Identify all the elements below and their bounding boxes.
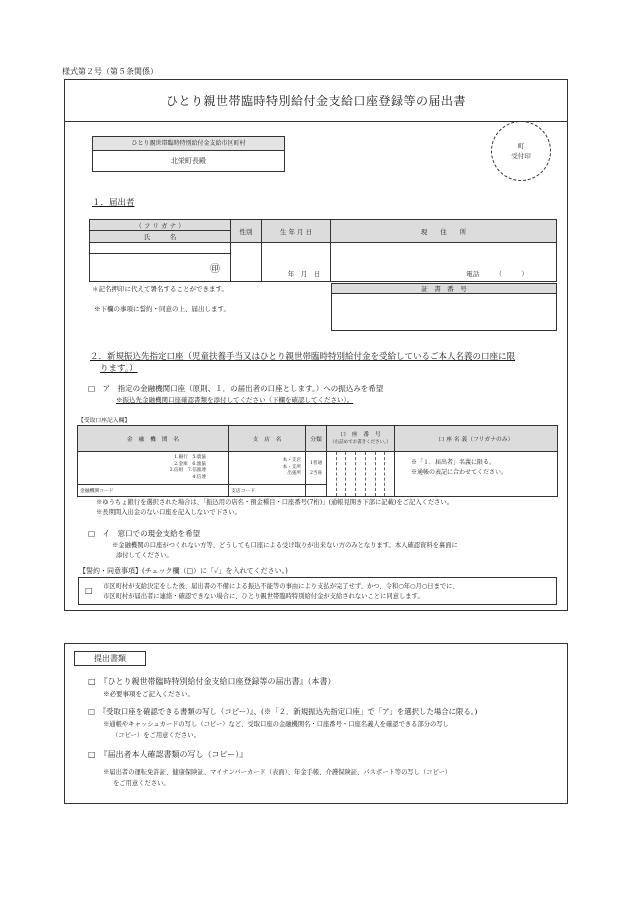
yucho-note: ※ゆうちょ銀行を選択された場合は、「振込用の店名・預金種目・口座番号(7桁)」(通帳見開き下部に記載)をご記入ください。 [96, 499, 454, 506]
id-number-field[interactable] [331, 294, 557, 331]
municipality-box [92, 136, 285, 172]
reception-stamp [491, 121, 551, 181]
applicant-table [89, 219, 557, 282]
account-number-sublabel: （右詰めでお書きください。） [330, 439, 391, 445]
municipality-header: ひとり親世帯臨時特別給付金支給市区町村 [93, 137, 284, 151]
birth-label: 生 年 月 日 [262, 220, 331, 243]
doc-item-account-note2: （コピー）をご用意ください。 [112, 732, 200, 739]
name-field[interactable] [90, 254, 231, 282]
doc-item-form[interactable]: □ 『ひとり親世帯臨時特別給付金支給口座登録等の届出書』（本書） [88, 677, 336, 686]
stamp-line1: 町 [517, 142, 525, 150]
bank-code-label: 金融機関コード [80, 489, 114, 495]
oath-line2: 市区町村が届出者に連絡・確認できない場合に、ひとり親世帯臨時特別給付金が支給されないことに同意します。 [103, 593, 424, 600]
section1-heading: １．届出者 [92, 198, 135, 208]
bank-name-header: 金 融 機 関 名 [78, 426, 229, 452]
form-title: ひとり親世帯臨時特別給付金支給口座登録等の届出書 [64, 79, 568, 122]
account-number-label: 口 座 番 号 [340, 431, 381, 438]
account-number-header [327, 426, 395, 452]
oath-note: ※下欄の事項に誓約・同意の上、届出します。 [94, 305, 230, 313]
municipality-value: 北栄町長殿 [171, 157, 206, 165]
oath-line1: 市区町村が支給決定をした後、届出書の不備による振込不能等の事由により支払が完了せず、かつ、令和○年○月○日までに、 [103, 583, 459, 590]
section2-heading-line1: ２．新規振込先指定口座（児童扶養手当又はひとり親世帯臨時特別給付金を受給しているご本人名義の口座に限 [90, 352, 516, 362]
holder-note2: ※通帳の表記に合わせてください。 [411, 469, 508, 476]
doc-item-id-note1: ※届出者の運転免許証、健康保険証、マイナンバーカード（表面）、年金手帳、介護保険証、パスポート等の写し（コピー） [103, 769, 452, 776]
bank-caption: 【受取口座記入欄】 [78, 418, 131, 424]
account-type-spacer [306, 485, 327, 497]
address-field[interactable] [331, 243, 557, 282]
furigana-field[interactable] [90, 243, 231, 254]
gender-label: 性別 [231, 220, 262, 243]
option-i-note2: 添付してください。 [116, 552, 173, 559]
doc-item-account[interactable]: □ 『受取口座を確認できる書類の写し（コピー）』、(※「２．新規振込先指定口座」で「ア」を選択した場合に限る。) [88, 707, 478, 716]
account-type-options[interactable]: 1普通 2当座 [306, 452, 327, 485]
seal-mark: ㊞ [210, 264, 220, 275]
address-label: 現 住 所 [331, 220, 557, 243]
oath-heading: 【誓約・同意事項】(チェック欄（□）に「✓」を入れてください。) [79, 567, 288, 575]
option-a-note: ※振込先金融機関口座確認書類を添付してください（下欄を確認してください）。 [116, 396, 354, 404]
oath-box [78, 577, 557, 605]
oath-checkbox[interactable]: □ [85, 586, 93, 595]
account-holder-field[interactable] [395, 452, 558, 497]
furigana-label: （ フ リ ガ ナ ） [90, 220, 231, 231]
phone-label: 電話 （ ） [466, 270, 528, 278]
birth-field[interactable] [262, 243, 331, 282]
name-label: 氏 名 [90, 231, 231, 243]
bank-table [77, 425, 558, 497]
doc-item-form-note: ※必要事項をご記入ください。 [103, 690, 194, 698]
seal-note: ＊記名押印に代えて署名することができます。 [92, 285, 228, 293]
bank-code-field[interactable] [78, 485, 229, 497]
stamp-line2: 受付印 [511, 152, 531, 160]
option-i-note1: ※金融機関の口座がつくれない方等、どうしても口座による受け取りが出来ない方のみとなります。本人確認資料を裏面に [112, 542, 458, 549]
branch-name-header: 支 店 名 [229, 426, 306, 452]
form-number: 様式第２号（第５条関係） [62, 67, 158, 76]
doc-item-id[interactable]: □ 『届出者本人確認書類の写し（コピー）』 [88, 750, 248, 759]
birth-value: 年 月 日 [287, 270, 321, 278]
section2-heading-line2: ります。） [100, 364, 138, 374]
branch-code-label: 支店コード [231, 489, 255, 495]
branch-type-options[interactable]: 本・支店 本・支所 出張所 [229, 452, 306, 485]
option-a-checkbox[interactable]: □ ア 指定の金融機関口座（原則、１．の届出者の口座とします。）への振込みを希望 [88, 384, 384, 393]
holder-note1: ※「１．届出者」名義に限る。 [411, 459, 496, 466]
gender-field[interactable] [231, 243, 262, 282]
bank-type-options[interactable]: 1.銀行 5.農協 2.金庫 6.漁協 3.信組 7.信漁連 4.信連 [78, 452, 229, 485]
doc-item-id-note2: をご用意ください。 [113, 780, 170, 787]
account-number-field[interactable] [327, 452, 395, 497]
doc-item-account-note1: ※通帳やキャッシュカードの写し（コピー）など、受取口座の金融機関名・口座番号・口座名義人を確認できる部分の写し [103, 721, 449, 728]
option-i-checkbox[interactable]: □ イ 窓口での現金支給を希望 [88, 529, 201, 538]
dormant-note: ※長期間入出金のない口座を記入しないで下さい。 [96, 509, 241, 516]
branch-code-field[interactable] [229, 485, 306, 497]
id-number-label: 証 書 番 号 [331, 283, 557, 294]
documents-label: 提出書類 [74, 651, 146, 666]
account-holder-header: 口 座 名 義（フリガナのみ） [395, 426, 558, 452]
account-type-header: 分類 [306, 426, 327, 452]
